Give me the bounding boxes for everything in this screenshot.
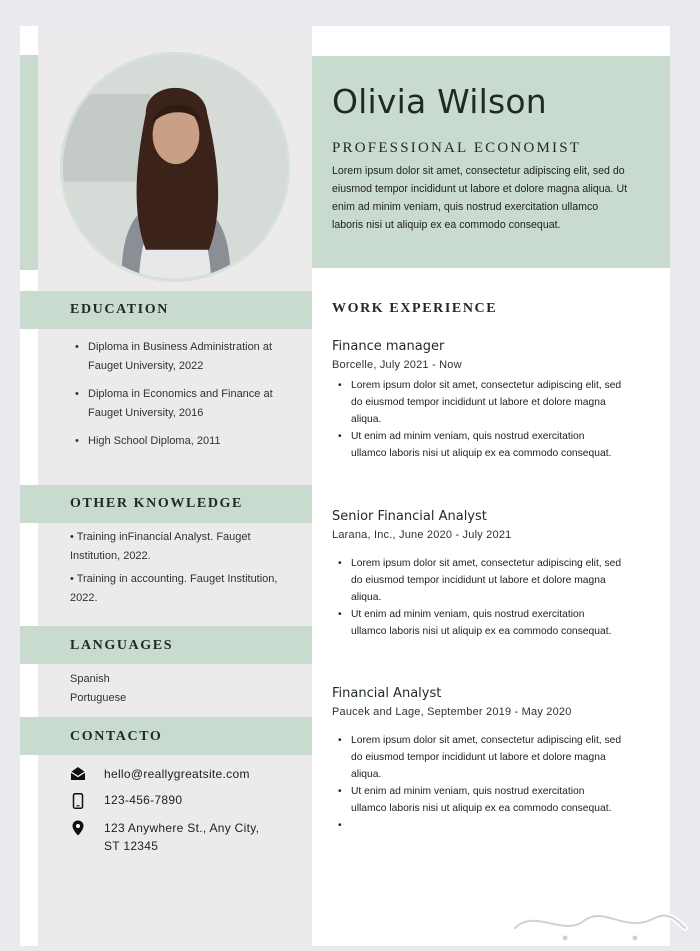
list-item: • Training in accounting. Fauget Institution, 2022. [70, 573, 278, 604]
phone-text: 123-456-7890 [104, 793, 183, 807]
job-company: Larana, Inc., June 2020 - July 2021 [332, 529, 512, 541]
list-item: • Diploma in Economics and Finance at Fauget University, 2016 [72, 385, 300, 423]
job-title: Finance manager [332, 339, 445, 354]
job-bullets [332, 377, 622, 462]
email-text[interactable]: hello@reallygreatsite.com [104, 767, 250, 781]
list-item [332, 817, 622, 834]
languages-heading: LANGUAGES [70, 638, 174, 653]
work-experience-heading: WORK EXPERIENCE [332, 301, 498, 316]
job-company: Borcelle, July 2021 - Now [332, 359, 462, 371]
list-item: • Lorem ipsum dolor sit amet, consectetur adipiscing elit, sed do eiusmod tempor incididunt ut labore et dolore magna aliqua. [332, 377, 622, 428]
contact-address [70, 819, 300, 855]
watermark-logo [505, 898, 690, 944]
job-entry [332, 686, 622, 834]
portrait-image [63, 55, 287, 279]
job-company: Paucek and Lage, September 2019 - May 2020 [332, 706, 572, 718]
list-item: • Diploma in Business Administration at Fauget University, 2022 [72, 338, 300, 376]
list-item: • Training inFinancial Analyst. Fauget Institution, 2022. [70, 531, 251, 562]
profile-photo [60, 52, 290, 282]
accent-bar [20, 55, 38, 270]
person-name: Olivia Wilson [332, 82, 547, 121]
job-entry [332, 509, 622, 640]
contact-heading: CONTACTO [70, 729, 163, 744]
profession-title: PROFESSIONAL ECONOMIST [332, 140, 582, 156]
job-bullets [332, 555, 622, 640]
profile-summary: Lorem ipsum dolor sit amet, consectetur adipiscing elit, sed do eiusmod tempor incididunt ut labore et dolore magna aliqua. Ut enim ad minim veniam, quis nostrud exercitation ullamco laboris nisi ut aliquip ex ea commodo consequat. [332, 165, 628, 231]
location-icon [70, 820, 86, 836]
list-item: Portuguese [70, 692, 127, 704]
job-entry [332, 339, 622, 462]
list-item: • Ut enim ad minim veniam, quis nostrud exercitation ullamco laboris nisi ut aliquip ex ea commodo consequat. [332, 783, 622, 817]
list-item: • Lorem ipsum dolor sit amet, consectetur adipiscing elit, sed do eiusmod tempor incididunt ut labore et dolore magna aliqua. [332, 732, 622, 783]
education-list [72, 338, 300, 460]
email-icon [70, 766, 86, 782]
contact-band [20, 717, 312, 755]
phone-icon [70, 792, 86, 810]
list-item: • High School Diploma, 2011 [72, 432, 300, 451]
languages-list [70, 670, 126, 708]
list-item: Spanish [70, 673, 110, 685]
other-knowledge-list [70, 528, 300, 612]
other-knowledge-heading: OTHER KNOWLEDGE [70, 496, 243, 511]
list-item: • Ut enim ad minim veniam, quis nostrud exercitation ullamco laboris nisi ut aliquip ex ea commodo consequat. [332, 606, 622, 640]
list-item: • Lorem ipsum dolor sit amet, consectetur adipiscing elit, sed do eiusmod tempor incididunt ut labore et dolore magna aliqua. [332, 555, 622, 606]
job-bullets [332, 732, 622, 834]
job-title: Senior Financial Analyst [332, 509, 487, 524]
address-text: 123 Anywhere St., Any City, ST 12345 [104, 821, 260, 853]
job-title: Financial Analyst [332, 686, 442, 701]
education-heading: EDUCATION [70, 302, 169, 317]
list-item: • Ut enim ad minim veniam, quis nostrud exercitation ullamco laboris nisi ut aliquip ex ea commodo consequat. [332, 428, 622, 462]
